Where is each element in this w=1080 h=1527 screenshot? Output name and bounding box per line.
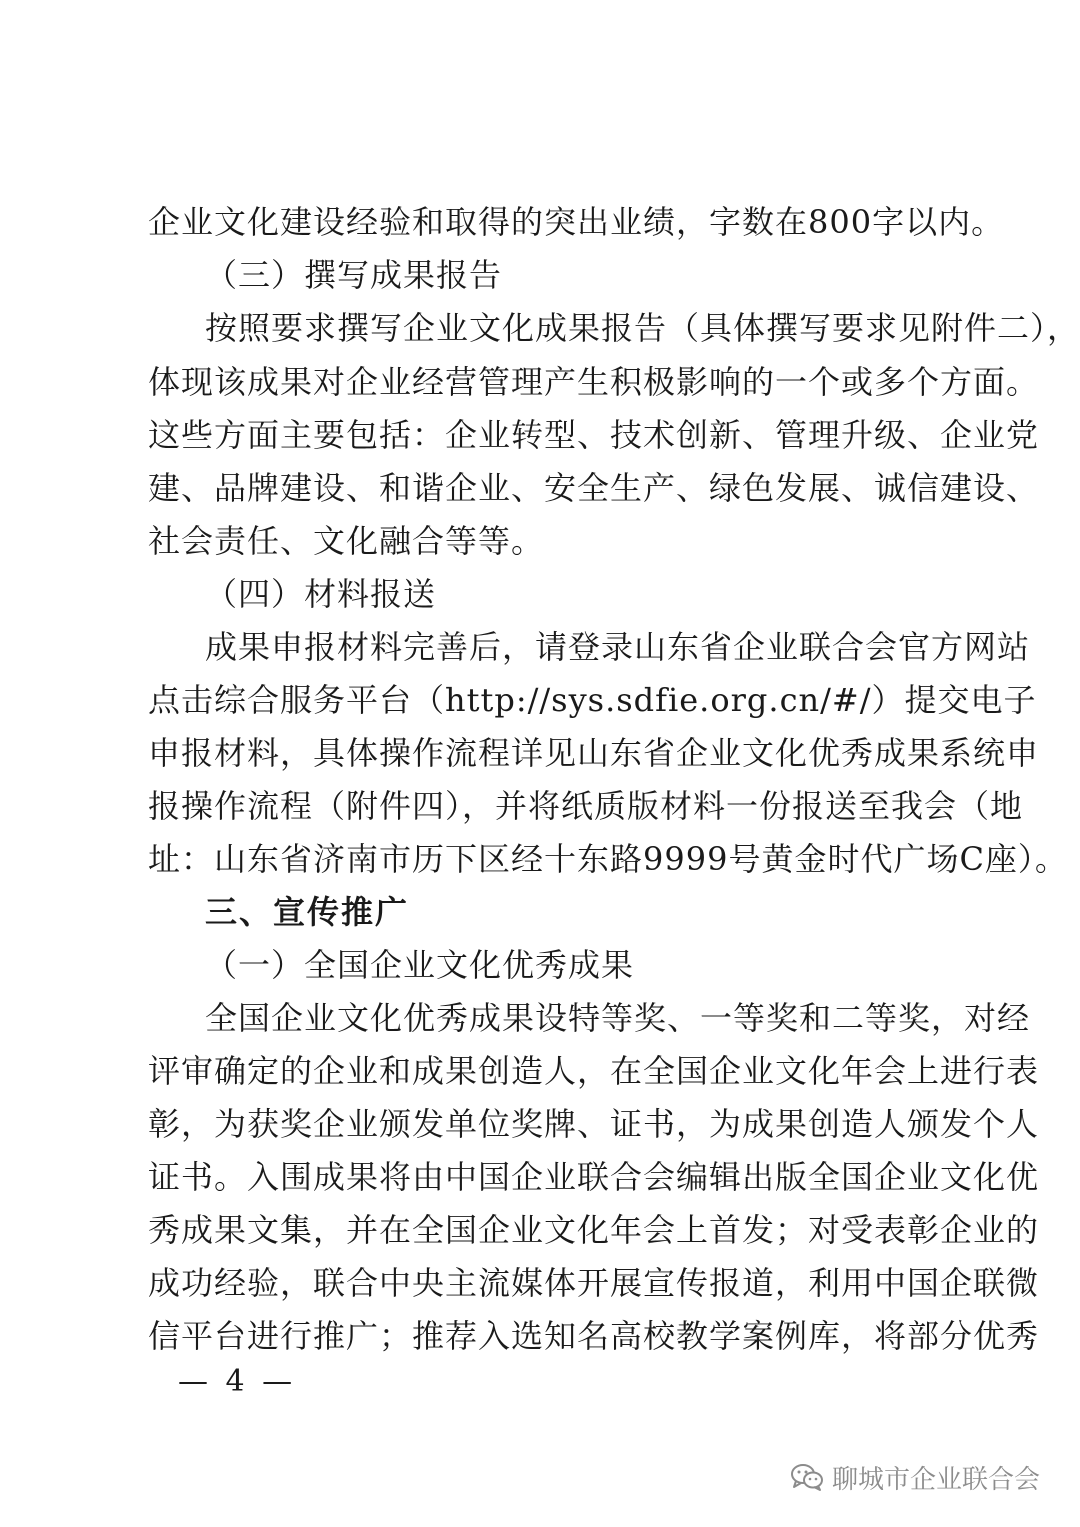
- paragraph-line: 评审确定的企业和成果创造人，在全国企业文化年会上进行表: [148, 1052, 1040, 1090]
- paragraph-line: 秀成果文集，并在全国企业文化年会上首发；对受表彰企业的: [148, 1211, 1040, 1249]
- paragraph-line: 申报材料，具体操作流程详见山东省企业文化优秀成果系统申: [148, 734, 1040, 772]
- chapter-heading: 三、宣传推广: [205, 893, 410, 931]
- paragraph-line: 体现该成果对企业经营管理产生积极影响的一个或多个方面。: [148, 363, 1040, 401]
- paragraph-line: 成果申报材料完善后，请登录山东省企业联合会官方网站: [205, 628, 1031, 666]
- paragraph-line: 全国企业文化优秀成果设特等奖、一等奖和二等奖，对经: [205, 999, 1031, 1037]
- section-heading-4: （四）材料报送: [205, 575, 437, 613]
- paragraph-line: 建、品牌建设、和谐企业、安全生产、绿色发展、诚信建设、: [148, 469, 1040, 507]
- wechat-icon: [790, 1462, 824, 1492]
- paragraph-line: 按照要求撰写企业文化成果报告（具体撰写要求见附件二），: [205, 309, 1080, 347]
- section-heading-1: （一）全国企业文化优秀成果: [205, 946, 635, 984]
- watermark: [790, 1455, 1040, 1499]
- paragraph-line: 报操作流程（附件四），并将纸质版材料一份报送至我会（地: [148, 787, 1024, 825]
- paragraph-line-url: 点击综合服务平台（http://sys.sdfie.org.cn/#/）提交电子: [148, 681, 1037, 719]
- section-heading-3: （三）撰写成果报告: [205, 256, 503, 294]
- paragraph-line: 信平台进行推广；推荐入选知名高校教学案例库，将部分优秀: [148, 1317, 1040, 1355]
- paragraph-line: 这些方面主要包括：企业转型、技术创新、管理升级、企业党: [148, 416, 1040, 454]
- paragraph-line: 彰，为获奖企业颁发单位奖牌、证书，为成果创造人颁发个人: [148, 1105, 1040, 1143]
- page-number: — 4 —: [178, 1364, 297, 1399]
- paragraph-line: 社会责任、文化融合等等。: [148, 522, 545, 560]
- paragraph-line-address: 址：山东省济南市历下区经十东路9999号黄金时代广场C座）。: [148, 840, 1068, 878]
- paragraph-line: 证书。入围成果将由中国企业联合会编辑出版全国企业文化优: [148, 1158, 1040, 1196]
- paragraph-line: 成功经验，联合中央主流媒体开展宣传报道，利用中国企联微: [148, 1264, 1040, 1302]
- watermark-text: 聊城市企业联合会: [832, 1464, 1041, 1495]
- paragraph-line: 企业文化建设经验和取得的突出业绩，字数在800字以内。: [148, 203, 1005, 241]
